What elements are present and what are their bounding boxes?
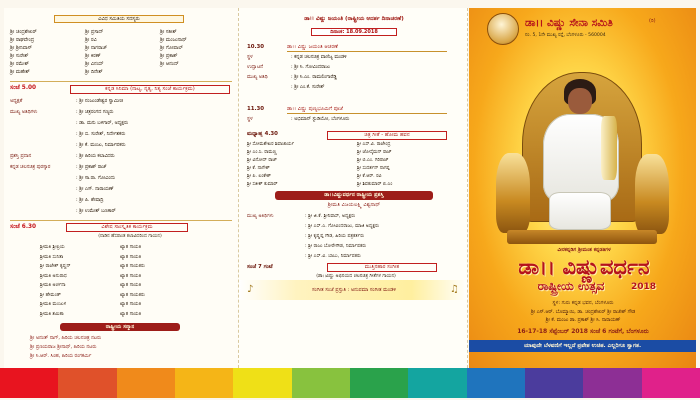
color-band-segment [350,368,408,398]
block-3-row-cell: ಶ್ರೀ ಬಿ.ಎಂ. ಗಿರಿರಾಜ್ [357,158,389,163]
block-3-row-cell: ಶ್ರೀ ಎಂ.ಸಿ. ರಾಮಣ್ಣ [247,150,277,155]
award-banner: ಡಾ।।ವಿಷ್ಣುವರ್ಧನ ರಾಷ್ಟ್ರೀಯ ಪ್ರಶಸ್ತಿ [275,191,433,200]
guest-row-cell: : ಶ್ರೀ ರಾಜು ಬೋರೇಗೌಡ, ನಿರ್ಮಾಪಕರು [305,244,367,249]
session-2-row-cell: ಶ್ರೀಮತಿ ಶಮಿತಾ [40,311,64,317]
block-3-row-cell: ಶ್ರೀ ವಿನೋದ್ ರಾಜ್ [247,158,278,163]
block-3-row [245,157,461,162]
music-note-icon: ♪ [247,284,254,295]
block-3-title: ಚಿತ್ರ ಗೀತೆ - ಹೋಮ ಹವನ [327,131,447,140]
committee-row-cell: ಶ್ರೀ ನಾಗರಾಜ್ [85,45,108,51]
title-year: 2018 [631,282,657,292]
session-2-row-cell: ಖ್ಯಾತ ಗಾಯಕಿ [120,273,142,279]
block-3-row-cell: ಶ್ರೀ ಕೆ.ಆರ್. ರವಿ [357,174,382,179]
color-band [0,368,700,398]
logo-portrait [487,13,519,45]
session-2-row-cell: ಖ್ಯಾತ ಗಾಯಕಿ [120,254,142,260]
venue-line: ಸ್ಥಳ: ಗುರು ಕನ್ನಡ ಭವನ, ಬೆಂಗಳೂರು [552,300,614,306]
figure-legs [549,192,611,230]
block-4-note: (ಡಾ।।ವಿಷ್ಣು ಅಭಿನಯದ ಚಲನಚಿತ್ರ ಗೀತೆಗಳ ಗಾಯನ) [316,274,396,279]
block-3-row [245,181,461,186]
committee-row [10,61,232,66]
award-subtitle: ಶ್ರೀಮತಿ ವಿಜಯಲಕ್ಷ್ಮಿ ವಿಶ್ವನಾಥ್ [327,202,381,208]
committee-row-cell: ಶ್ರೀ ಶ್ರೀನಿವಾಸ್ [10,45,32,51]
throne-base [507,230,657,244]
session-2-row-cell: ಶ್ರೀಮತಿ ಸುನಿತಾ [40,254,64,260]
session-2-row-cell: ಖ್ಯಾತ ಗಾಯಕರು [120,264,145,269]
block-3-row-cell: ಶ್ರೀ ಸೋಮಶೇಖರ ಶಿವಾಚಾರ್ಯ [247,142,295,147]
block-2-time: 11.30 [247,106,265,112]
block-1-row-cell: ಮುಖ್ಯ ಅತಿಥಿ [247,75,268,80]
committee-row-cell: ಶ್ರೀ ದಿನೇಶ್ [85,69,103,75]
session-1-row-cell: : ಶ್ರೀ ಎಸ್. ನಾರಾಯಣ್ [76,187,114,192]
session-1-row-cell: : ಶ್ರೀ ನಂಜುಂಡೇಶ್ವರ ಸ್ವಾಮೀಜಿ [76,99,124,104]
session-1-row-cell: : ಶ್ರೀ ಉಮೇಶ್ ಬಣಕಾರ್ [76,209,116,214]
music-note-icon: ♫ [450,284,459,295]
session-1-row-cell: ಅಧ್ಯಕ್ಷತೆ [10,99,23,104]
block-3-row [245,141,461,146]
color-band-segment [583,368,641,398]
block-3-row-cell: ಶ್ರೀ ಸತೀಶ್ ಕುಮಾರ್ [247,182,278,187]
left-header: ವಿವಿಧ ಸಮಿತಿಯ ಸದಸ್ಯರು [54,15,184,23]
block-3-row-cell: ಶ್ರೀ ಪಿ. ಲಂಕೇಶ್ [247,174,271,179]
session-2-row-cell: ಶ್ರೀ ಹೇಮಂತ್ [40,292,61,298]
honour-row-cell: ಶ್ರೀ ಅನಂತ್ ನಾಗ್, ಹಿರಿಯ ಚಲನಚಿತ್ರ ನಟರು [30,335,102,341]
committee-row-cell: ಶ್ರೀ ಮಹೇಶ್ [10,69,30,75]
color-band-segment [175,368,233,398]
details-line-1: ಶ್ರೀ ಎಸ್.ಆರ್. ಬೊಮ್ಮಾಯಿ, ಡಾ. ಚಂದ್ರಶೇಖರ್ ಶ್ರೀ ರಾಜೇಶ್ ಗೌಡ [530,310,636,315]
session-1-row [10,131,232,136]
org-name: ಡಾ।। ವಿಷ್ಣು ಸೇನಾ ಸಮಿತಿ [525,17,613,29]
block-3-row [245,173,461,178]
session-2-row-cell: ಶ್ರೀಮತಿ ಶ್ರೀಪ್ರಿಯ [40,245,65,250]
session-1-row-cell: : ಡಾ. ಮನು ಬಳಿಗಾರ್, ಅಧ್ಯಕ್ಷರು [76,121,129,126]
block-3-row-cell: ಶ್ರೀ ಶಿವಕುಮಾರ್ ಬಿ.ಎಂ [357,182,393,187]
committee-row-cell: ಶ್ರೀ ಮಂಜುನಾಥ್ [160,37,187,43]
session-2-row-cell: ಖ್ಯಾತ ಗಾಯಕಿ [120,283,142,288]
color-band-segment [233,368,291,398]
honour-row-cell: ಶ್ರೀ ಸಿ.ಆರ್. ಸಿಂಹ, ಹಿರಿಯ ರಂಗಕರ್ಮಿ [30,353,92,359]
color-band-segment [292,368,350,398]
details-line-2: ಶ್ರೀ ಕೆ. ಮಂಜು ಡಾ. ಪ್ರಕಾಶ್ ಶ್ರೀ ಸಿ. ನಾರಾಯಣ್ [545,318,621,323]
date-line: 16-17-18 ಸೆಪ್ಟೆಂಬರ್ 2018 ಸಂಜೆ 6 ಗಂಟೆಗೆ, ಬೆಂಗಳೂರು [517,328,649,335]
honour-row-cell: ಶ್ರೀ ಪ್ರಣಯರಾಜ ಶ್ರೀನಾಥ್, ಹಿರಿಯ ನಟರು [30,344,97,350]
date-box: ದಿನಾಂಕ: 18.09.2018 [311,28,397,36]
session-1-row-cell: : ಶ್ರೀ ಹಿರಿಯ ಕಲಾವಿದರು [76,154,115,159]
block-1-row [245,54,461,59]
guest-row [245,233,461,238]
block-1-row-cell: ಉದ್ಘಾಟನೆ [247,65,263,70]
session-2-row-cell: ಖ್ಯಾತ ಗಾಯಕಿ [120,311,142,317]
committee-row-cell: ಶ್ರೀ ಚಂದ್ರಶೇಖರ್ [10,29,37,35]
committee-row-cell: ಶ್ರೀ ಆನಂದ್ [160,61,179,67]
committee-row [10,53,232,58]
session-1-row-cell: ಮುಖ್ಯ ಅತಿಥಿಗಳು [10,110,38,115]
block-3-row-cell: ಶ್ರೀ ಎಸ್.ವಿ. ರಾಜೇಂದ್ರ [357,142,391,147]
session-2-row [10,254,232,259]
session-1-row-cell: ಕನ್ನಡ ಚಲನಚಿತ್ರ ಪುರಸ್ಕಾರ [10,165,51,170]
block-2-row-cell: ಸ್ಥಳ [247,117,253,122]
session-2-time: ಸಂಜೆ 6.30 [10,224,37,230]
committee-row-cell: ಶ್ರೀ ಗೋಪಾಲ್ [160,45,183,51]
session-1-row-cell: : ಶ್ರೀ ಕೆ. ಮಂಜು, ನಿರ್ಮಾಪಕರು [76,143,126,148]
committee-row [10,45,232,50]
block-1-title: ಡಾ।। ವಿಷ್ಣು ಜಯಂತಿ ಆಚರಣೆ [287,44,447,52]
guest-row-cell: : ಶ್ರೀ ಕೃಷ್ಣಪ್ಪ ಗೌಡ, ಹಿರಿಯ ಪತ್ರಕರ್ತರು [305,234,365,239]
divider [10,81,232,82]
org-suffix: (ರಿ) [649,18,656,24]
divider [10,220,232,221]
block-2-title: ಡಾ।। ವಿಷ್ಣು ಪುಣ್ಯಭೂಮಿಗೆ ಪೂಜೆ [287,106,447,114]
block-2-row-cell: : ಅಭಿಮಾನ್ ಸ್ಟುಡಿಯೋ, ಬೆಂಗಳೂರು [291,117,350,122]
session-2-title: ವಿಶೇಷ ಸಾಂಸ್ಕೃತಿಕ ಕಾರ್ಯಕ್ರಮ [66,223,188,232]
committee-row-cell: ಶ್ರೀ ರಮೇಶ್ [10,61,29,67]
committee-row [10,37,232,42]
block-1-row-cell: : ಕನ್ನಡ ಚಲನಚಿತ್ರ ವಾಣಿಜ್ಯ ಮಂಡಳಿ [291,55,347,60]
block-3-row-cell: ಶ್ರೀ ಜೋಸೈಮನ್ ರಾಜ್ [357,150,392,155]
middle-panel [238,8,468,368]
block-3-row [245,165,461,170]
color-band-segment [467,368,525,398]
committee-row-cell: ಶ್ರೀ ಸುರೇಶ್ [10,53,29,59]
session-2-row-cell: ಶ್ರೀಮತಿ ಅರ್ಚನಾ [40,283,66,288]
session-1-row-cell: : ಶ್ರೀ ಪಿ. ಶೇಷಾದ್ರಿ [76,198,104,203]
session-1-row [10,98,232,103]
block-3-time: ಮಧ್ಯಾಹ್ನ 4.30 [247,131,278,137]
session-2-row [10,301,232,306]
block-1-row [245,84,461,89]
session-2-row [10,282,232,287]
color-band-segment [642,368,700,398]
session-2-subtitle: (ನಾಡಿನ ಹೆಸರಾಂತ ಕಲಾವಿದರಿಂದ ಗಾಯನ) [98,234,162,239]
session-1-row [10,109,232,114]
color-band-segment [408,368,466,398]
guest-row-cell: : ಶ್ರೀ ಎಸ್.ಎ. ಗೋವಿಂದರಾಜು, ಮಾಜಿ ಅಧ್ಯಕ್ಷರು [305,224,380,229]
session-1-row [10,164,232,169]
color-band-segment [525,368,583,398]
session-2-row [10,311,232,316]
session-1-row-cell: ಪ್ರಶಸ್ತಿ ಪ್ರದಾನ [10,154,32,159]
guest-row [245,223,461,228]
middle-footer-line: ಸಂಗೀತ ಸಂಜೆ ಪ್ರಸ್ತುತಿ : ಅನುಪಮಾ ಸಂಗೀತ ಮಂಡಳಿ [311,287,397,293]
figure-face [568,88,592,114]
session-2-row-cell: ಖ್ಯಾತ ಗಾಯಕಿ [120,245,142,250]
lion-right-icon [635,154,669,234]
session-1-row [10,142,232,147]
session-1-time: ಸಂಜೆ 5.00 [10,85,37,91]
entry-free-strip: ಯಾವುದೇ ಬೆಳವಣಿಗೆ ಇಲ್ಲದೆ ಪ್ರವೇಶ ಉಚಿತ. ಎಲ್ಲರಿಗೂ ಸ್ವಾಗತ. [469,340,696,352]
block-1-row [245,64,461,69]
guest-row [245,213,461,218]
guest-row [245,253,461,258]
block-4-title: ಮುತ್ತಿನಹಾರ ಸಂಗೀತ [327,263,437,272]
cover-panel [469,8,696,368]
committee-row-cell: ಶ್ರೀ ಸತೀಶ್ [160,29,177,35]
committee-row-cell: ಶ್ರೀ ರವಿ [85,37,97,43]
session-2-row-cell: ಖ್ಯಾತ ಗಾಯಕಿ [120,302,142,307]
committee-row-cell: ಶ್ರೀ ರಾಘವೇಂದ್ರ [10,37,35,43]
honour-row [10,353,232,358]
org-address: ನಂ. 5, 1ನೇ ಮುಖ್ಯ ರಸ್ತೆ, ಬೆಂಗಳೂರು - 560004 [525,33,606,38]
session-1-row [10,153,232,158]
session-1-row [10,197,232,202]
session-2-row [10,244,232,249]
honour-row [10,344,232,349]
sub-title: ರಾಷ್ಟ್ರೀಯ ಉತ್ಸವ [537,279,605,293]
session-1-row [10,186,232,191]
session-2-row [10,263,232,268]
color-band-segment [0,368,58,398]
session-2-row-cell: ಶ್ರೀ ರಾಜೇಶ್ ಕೃಷ್ಣನ್ [40,264,71,269]
block-1-row-cell: ಸ್ಥಳ [247,55,253,60]
guest-row-cell: : ಶ್ರೀ ಜಿ.ಕೆ. ಶ್ರೀನಿವಾಸ್, ಅಧ್ಯಕ್ಷರು [305,214,356,219]
committee-row-cell: ಶ್ರೀ ಪ್ರಕಾಶ್ [160,53,178,59]
block-1-row-cell: : ಶ್ರೀ ಸಿ. ಗೋವಿಂದರಾಜು [291,65,331,70]
session-2-row [10,273,232,278]
block-3-row-cell: ಶ್ರೀ ಸುದರ್ಶನ್ ನಾಗಪ್ಪ [357,166,390,171]
block-4-time: ಸಂಜೆ 7 ಗಂಟೆ [247,264,273,270]
session-1-row-cell: : ಶ್ರೀ ಪ್ರಕಾಶ್ ರಾಜ್ [76,165,107,170]
session-1-row-cell: : ಶ್ರೀ ಚಿತ್ರರಂಗದ ಗಣ್ಯರು [76,110,114,115]
committee-row-cell: ಶ್ರೀ ವಿನಯ್ [85,61,104,67]
lion-left-icon [496,153,530,233]
session-2-row-cell: ಖ್ಯಾತ ಗಾಯಕರು [120,292,145,298]
cover-top-note: ವೀರಕನ್ನಡಿಗ ಶ್ರೀಮಂತ ಕನ್ನಡತಿಗಳ [557,247,611,253]
session-1-row [10,120,232,125]
honour-banner: ರಾಷ್ಟ್ರೀಯ ಸನ್ಮಾನ [60,323,180,331]
honour-row [10,335,232,340]
guest-row [245,243,461,248]
guest-row-cell: ಮುಖ್ಯ ಅತಿಥಿಗಳು [247,214,274,219]
session-2-row [10,292,232,297]
session-2-row-cell: ಶ್ರೀಮತಿ ಮಂಜುಳ [40,302,67,307]
color-band-segment [117,368,175,398]
middle-header: ಡಾ।। ವಿಷ್ಣು ಜಯಂತಿ (ರಾಷ್ಟ್ರೀಯ ಆದರ್ಶ ದಿನಾಚರಣೆ) [304,16,404,22]
block-1-row [245,74,461,79]
shawl [601,116,617,180]
block-3-row [245,149,461,154]
session-2-row-cell: ಶ್ರೀಮತಿ ಅನುರಾಧ [40,273,67,279]
session-1-row [10,208,232,213]
committee-row-cell: ಶ್ರೀ ಪ್ರಸಾದ್ [85,29,104,35]
block-3-row-cell: ಶ್ರೀ ಕೆ. ನಾಗೇಶ್ [247,166,270,171]
color-band-segment [58,368,116,398]
session-1-row-cell: : ಶ್ರೀ ಬಿ. ಸುರೇಶ್, ನಿರ್ದೇಶಕರು [76,132,126,137]
session-1-row-cell: : ಶ್ರೀ ಸಾ.ರಾ. ಗೋವಿಂದು [76,176,116,181]
main-title: ಡಾ।। ವಿಷ್ಣುವರ್ಧನ [518,255,650,279]
block-1-row-cell: : ಶ್ರೀ ಎಂ.ಕೆ. ಸುರೇಶ್ [291,85,325,90]
committee-row [10,69,232,74]
session-1-row [10,175,232,180]
block-2-row [245,116,461,121]
block-1-time: 10.30 [247,44,265,50]
left-panel [4,8,238,368]
committee-row [10,29,232,34]
guest-row-cell: : ಶ್ರೀ ಎಸ್.ವಿ. ಬಾಬು, ನಿರ್ಮಾಪಕರು [305,254,361,259]
committee-row-cell: ಶ್ರೀ ಕಿರಣ್ [85,53,101,59]
session-1-title: ಕನ್ನಡ ಸಿನಿಮಾ (ನಾಟ್ಯ, ನೃತ್ಯ, ನಿತ್ಯ ಸಂಜೆ ಕಾರ್ಯಕ್ರಮ) [70,85,230,94]
block-1-row-cell: : ಶ್ರೀ ಸಿ.ಎಂ. ರಾಮಲಿಂಗಾರೆಡ್ಡಿ [291,75,337,80]
